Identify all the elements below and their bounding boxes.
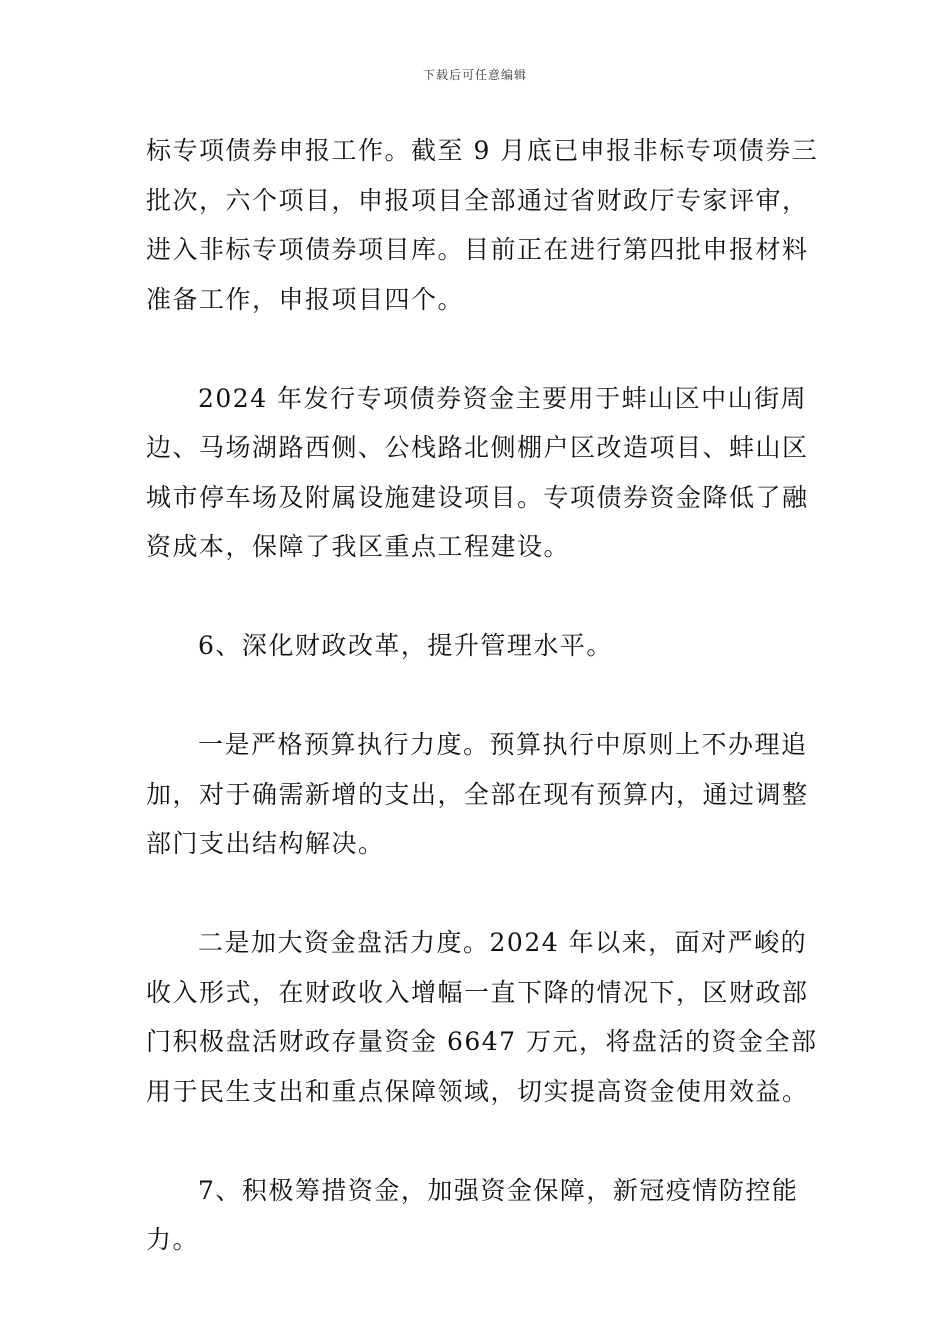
paragraph-spacer [146, 1116, 826, 1166]
section-heading-fiscal-reform: 6、深化财政改革，提升管理水平。 [198, 631, 613, 660]
paragraph-bond-fund-usage: 2024 年发行专项债券资金主要用于蚌山区中山街周边、马场湖路西侧、公栈路北侧棚户区改造项目、蚌山区城市停车场及附属设施建设项目。专项债券资金降低了融资成本，保障了我区重点工程建设。 [146, 383, 809, 561]
page-header-note: 下载后可任意编辑 [422, 68, 527, 82]
paragraph-spacer [146, 572, 826, 622]
document-body [146, 126, 826, 1265]
section-heading-fund-raising: 7、积极筹措资金，加强资金保障，新冠疫情防控能力。 [146, 1175, 799, 1254]
paragraph-fund-revitalization: 二是加大资金盘活力度。2024 年以来，面对严峻的收入形式，在财政收入增幅一直下降的情况下，区财政部门积极盘活财政存量资金 6647 万元，将盘活的资金全部用于民生支出和重点保障领域，切实提高资金使用效益。 [146, 928, 818, 1106]
paragraph-spacer [146, 869, 826, 919]
paragraph-spacer [146, 671, 826, 721]
paragraph-special-bond-application: 标专项债券申报工作。截至 9 月底已申报非标专项债券三批次，六个项目，申报项目全部通过省财政厅专家评审，进入非标专项债券项目库。目前正在进行第四批申报材料准备工作，申报项目四个。 [146, 136, 819, 314]
paragraph-spacer [146, 324, 826, 374]
paragraph-budget-execution: 一是严格预算执行力度。预算执行中原则上不办理追加，对于确需新增的支出，全部在现有预算内，通过调整部门支出结构解决。 [146, 730, 809, 858]
